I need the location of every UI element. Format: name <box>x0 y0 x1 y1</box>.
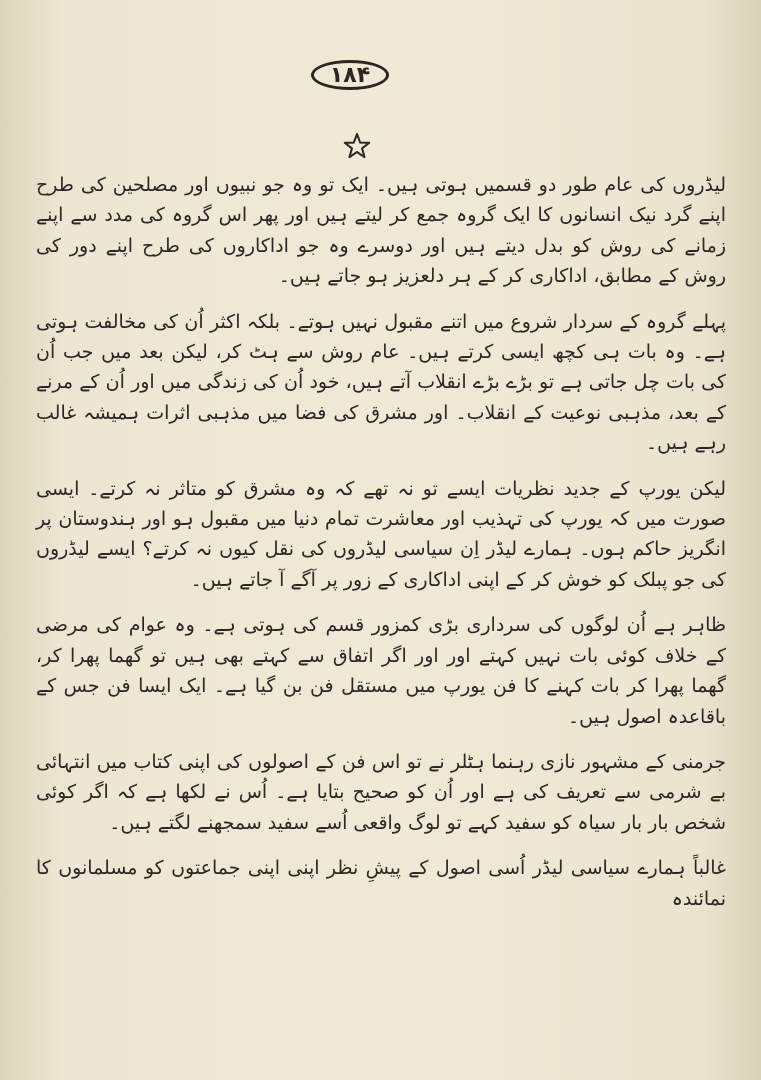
paragraph: پہلے گروہ کے سردار شروع میں اتنے مقبول نہیں ہوتے۔ بلکہ اکثر اُن کی مخالفت ہوتی ہے۔ وہ بات ہی کچھ ایسی کرتے ہیں۔ عام روش سے ہٹ کر، لیکن بعد میں جب اُن کی بات چل جاتی ہے تو بڑے بڑے انقلاب آتے ہیں، خود اُن کی زندگی میں اور اُن کے مرنے کے بعد، مذہبی نوعیت کے انقلاب۔ اور مشرق کی فضا میں مذہبی اثرات ہمیشہ غالب رہے ہیں۔ <box>36 310 726 455</box>
page-number: ۱۸۴ <box>311 60 389 90</box>
star-ornament-icon <box>343 132 371 160</box>
paragraph: ظاہر ہے اُن لوگوں کی سرداری بڑی کمزور قسم کی ہوتی ہے۔ وہ عوام کی مرضی کے خلاف کوئی بات نہیں کہتے اور اور اگر اتفاق سے کہتے بھی ہیں تو گھما پھرا کر، گھما پھرا کر بات کہنے کا فن یورپ میں مستقل فن بن گیا ہے۔ ایک ایسا فن جس کے باقاعدہ اصول ہیں۔ <box>36 614 726 728</box>
paragraph: لیکن یورپ کے جدید نظریات ایسے تو نہ تھے کہ وہ مشرق کو متاثر نہ کرتے۔ ایسی صورت میں کہ یورپ کی تہذیب اور معاشرت تمام دنیا میں مقبول ہو اور ہندوستان پر انگریز حاکم ہوں۔ ہمارے لیڈر اِن سیاسی لیڈروں کی نقل کیوں نہ کرتے؟ ایسے لیڈروں کی جو پبلک کو خوش کر کے اپنی اداکاری کے زور پر آگے آ جاتے ہیں۔ <box>36 477 726 591</box>
paragraph: لیڈروں کی عام طور دو قسمیں ہوتی ہیں۔ ایک تو وہ جو نبیوں اور مصلحین کی طرح اپنے گرد نیک انسانوں کا ایک گروہ جمع کر لیتے ہیں اور پھر اس گروہ کی مدد سے اپنے زمانے کی روش کو بدل دیتے ہیں اور دوسرے وہ جو اداکاروں کی طرح اپنے دور کی روش کے مطابق، اداکاری کر کے ہر دلعزیز ہو جاتے ہیں۔ <box>36 174 726 288</box>
body-text <box>36 170 726 929</box>
paragraph: جرمنی کے مشہور نازی رہنما ہٹلر نے تو اس فن کے اصولوں کی اپنی کتاب میں انتہائی بے شرمی سے تعریف کی ہے اور اُن کو صحیح بتایا ہے۔ اُس نے لکھا ہے کہ اگر کوئی شخص بار بار سیاہ کو سفید کہے تو لوگ واقعی اُسے سفید سمجھنے لگتے ہیں۔ <box>36 750 726 834</box>
paragraph: غالباً ہمارے سیاسی لیڈر اُسی اصول کے پیشِ نظر اپنی اپنی جماعتوں کو مسلمانوں کا نمائندہ <box>36 857 726 910</box>
